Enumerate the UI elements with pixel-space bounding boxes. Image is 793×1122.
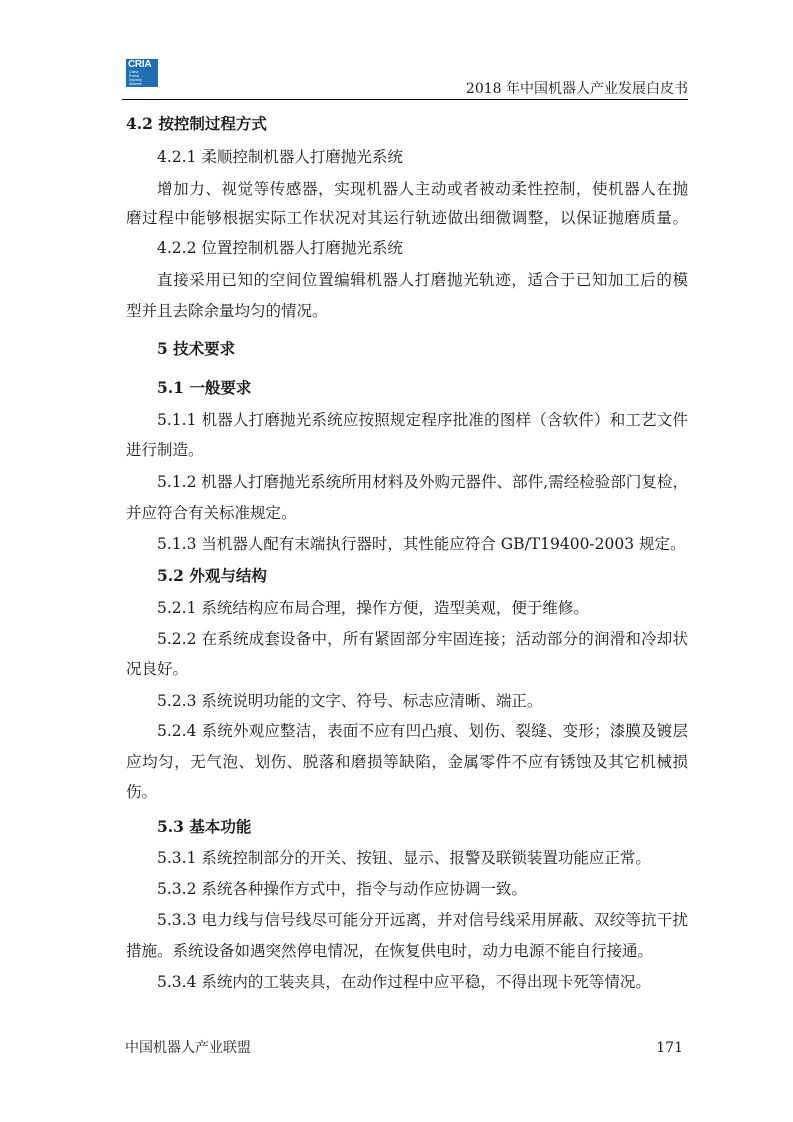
paragraph-line: 直接采用已知的空间位置编辑机器人打磨抛光轨迹，适合于已知加工后的模 [157,271,688,289]
subsection-title: 4.2.1 柔顺控制机器人打磨抛光系统 [157,148,403,166]
page-number: 171 [656,1040,683,1056]
paragraph-line: 5.2.1 系统结构应布局合理，操作方便，造型美观，便于维修。 [157,599,589,617]
paragraph-line: 5.2.4 系统外观应整洁，表面不应有凹凸痕、划伤、裂缝、变形；漆膜及镀层 [157,722,688,740]
chapter-heading: 5 技术要求 [157,339,236,358]
paragraph-line: 5.3.2 系统各种操作方式中，指令与动作应协调一致。 [157,880,527,898]
subsection-title: 4.2.2 位置控制机器人打磨抛光系统 [157,239,403,257]
paragraph-line: 增加力、视觉等传感器，实现机器人主动或者被动柔性控制，使机器人在抛 [157,180,688,198]
paragraph-line: 磨过程中能够根据实际工作状况对其运行轨迹做出细微调整，以保证抛磨质量。 [126,209,688,227]
cria-logo [126,59,158,87]
section-heading: 5.2 外观与结构 [157,566,267,585]
paragraph-line: 5.1.2 机器人打磨抛光系统所用材料及外购元器件、部件,需经检验部门复检， [157,473,688,491]
paragraph-line: 5.2.3 系统说明功能的文字、符号、标志应清晰、端正。 [157,692,543,710]
section-heading: 5.3 基本功能 [157,817,252,836]
paragraph-line: 措施。系统设备如遇突然停电情况，在恢复供电时，动力电源不能自行接通。 [126,942,654,960]
paragraph-line: 应均匀，无气泡、划伤、脱落和磨损等缺陷，金属零件不应有锈蚀及其它机械损 [126,753,688,771]
paragraph-line: 5.2.2 在系统成套设备中，所有紧固部分牢固连接；活动部分的润滑和冷却状 [157,630,688,648]
paragraph-line: 5.1.1 机器人打磨抛光系统应按照规定程序批准的图样（含软件）和工艺文件 [157,411,688,429]
paragraph-line: 伤。 [126,783,158,801]
paragraph-line: 5.3.1 系统控制部分的开关、按钮、显示、报警及联锁装置功能应正常。 [157,849,651,867]
header-title: 2018 年中国机器人产业发展白皮书 [465,81,688,97]
logo-subtitle: China Robot Industry Alliance [129,70,142,86]
section-heading: 4.2 按控制过程方式 [126,114,267,133]
footer-organization: 中国机器人产业联盟 [125,1040,251,1056]
header-divider [122,99,688,100]
paragraph-line: 进行制造。 [126,441,204,459]
paragraph-line: 5.1.3 当机器人配有末端执行器时，其性能应符合 GB/T19400-2003 规定。 [157,535,686,553]
paragraph-line: 况良好。 [126,660,189,678]
section-heading: 5.1 一般要求 [157,378,252,397]
logo-brand: CRIA [128,59,152,70]
paragraph-line: 并应符合有关标准规定。 [126,504,297,522]
paragraph-line: 型并且去除余量均匀的情况。 [126,302,328,320]
paragraph-line: 5.3.4 系统内的工装夹具，在动作过程中应平稳，不得出现卡死等情况。 [157,973,651,991]
paragraph-line: 5.3.3 电力线与信号线尽可能分开远离，并对信号线采用屏蔽、双绞等抗干扰 [157,911,688,929]
